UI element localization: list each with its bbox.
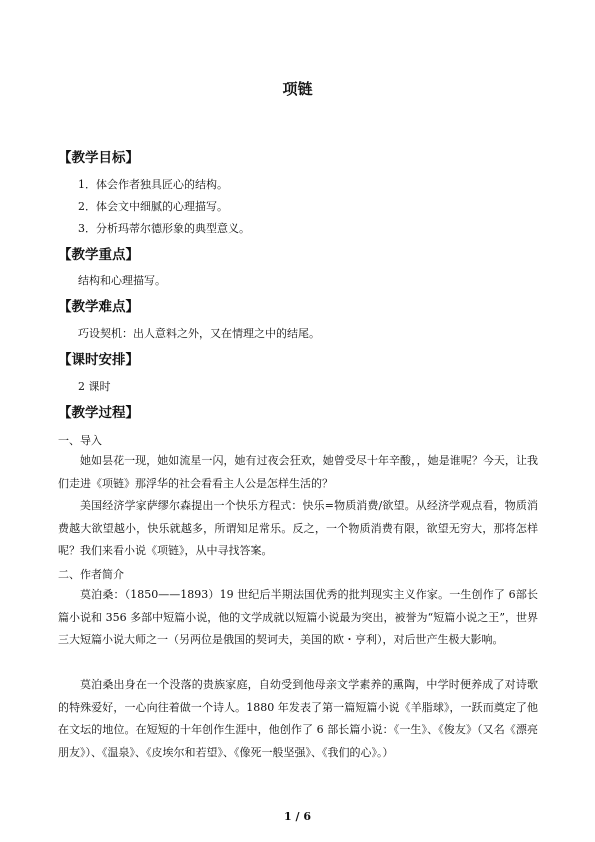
- part1-paragraph-2: 美国经济学家萨缪尔森提出一个快乐方程式：快乐=物质消费/欲望。从经济学观点看，物质消费越大欲望越小，快乐就越多，所谓知足常乐。反之，一个物质消费有限，欲望无穷大，那将怎样呢？我们来看小说《项链》，从中寻找答案。: [58, 499, 538, 557]
- heading-process: 【教学过程】: [58, 405, 139, 421]
- difficulties-text: 巧设契机：出人意料之外，又在情理之中的结尾。: [78, 327, 320, 340]
- part1-paragraph-1: 她如昙花一现，她如流星一闪，她有过夜会狂欢，她曾受尽十年辛酸，，她是谁呢？今天，让我们走进《项链》那浮华的社会看看主人公是怎样生活的？: [58, 454, 538, 490]
- heading-schedule: 【课时安排】: [58, 352, 139, 368]
- part2-title: 二、作者简介: [58, 568, 124, 581]
- page-number: 1 / 6: [284, 810, 311, 823]
- schedule-text: 2 课时: [78, 380, 111, 393]
- page-title: 项链: [282, 80, 313, 98]
- goal-item-1: 1．体会作者独具匠心的结构。: [78, 178, 228, 191]
- heading-goals: 【教学目标】: [58, 150, 139, 166]
- part2-paragraph-2: 莫泊桑出身在一个没落的贵族家庭，自幼受到他母亲文学素养的熏陶，中学时便养成了对诗歌的特殊爱好，一心向往着做一个诗人。1880 年发表了第一篇短篇小说《羊脂球》，一跃而奠定了他在文坛的地位。在短短的十年创作生涯中，他创作了 6 部长篇小说：《一生》、《俊友》（又名《漂亮朋友》）、《温泉》、《皮埃尔和若望》、《像死一般坚强》、《我们的心》。）: [58, 678, 538, 759]
- goal-item-3: 3．分析玛蒂尔德形象的典型意义。: [78, 222, 250, 235]
- part2-paragraph-1: 莫泊桑：（1850——1893）19 世纪后半期法国优秀的批判现实主义作家。一生创作了 6部长篇小说和 356 多部中短篇小说，他的文学成就以短篇小说最为突出，被誉为“短篇小说之王”，世界三大短篇小说大师之一（另两位是俄国的契诃夫，美国的欧・亨利），对后世产生极大影响。: [58, 588, 538, 646]
- heading-key-points: 【教学重点】: [58, 247, 139, 263]
- goal-item-2: 2．体会文中细腻的心理描写。: [78, 200, 228, 213]
- heading-difficulties: 【教学难点】: [58, 299, 139, 315]
- key-points-text: 结构和心理描写。: [78, 274, 166, 287]
- part1-title: 一、导入: [58, 434, 102, 447]
